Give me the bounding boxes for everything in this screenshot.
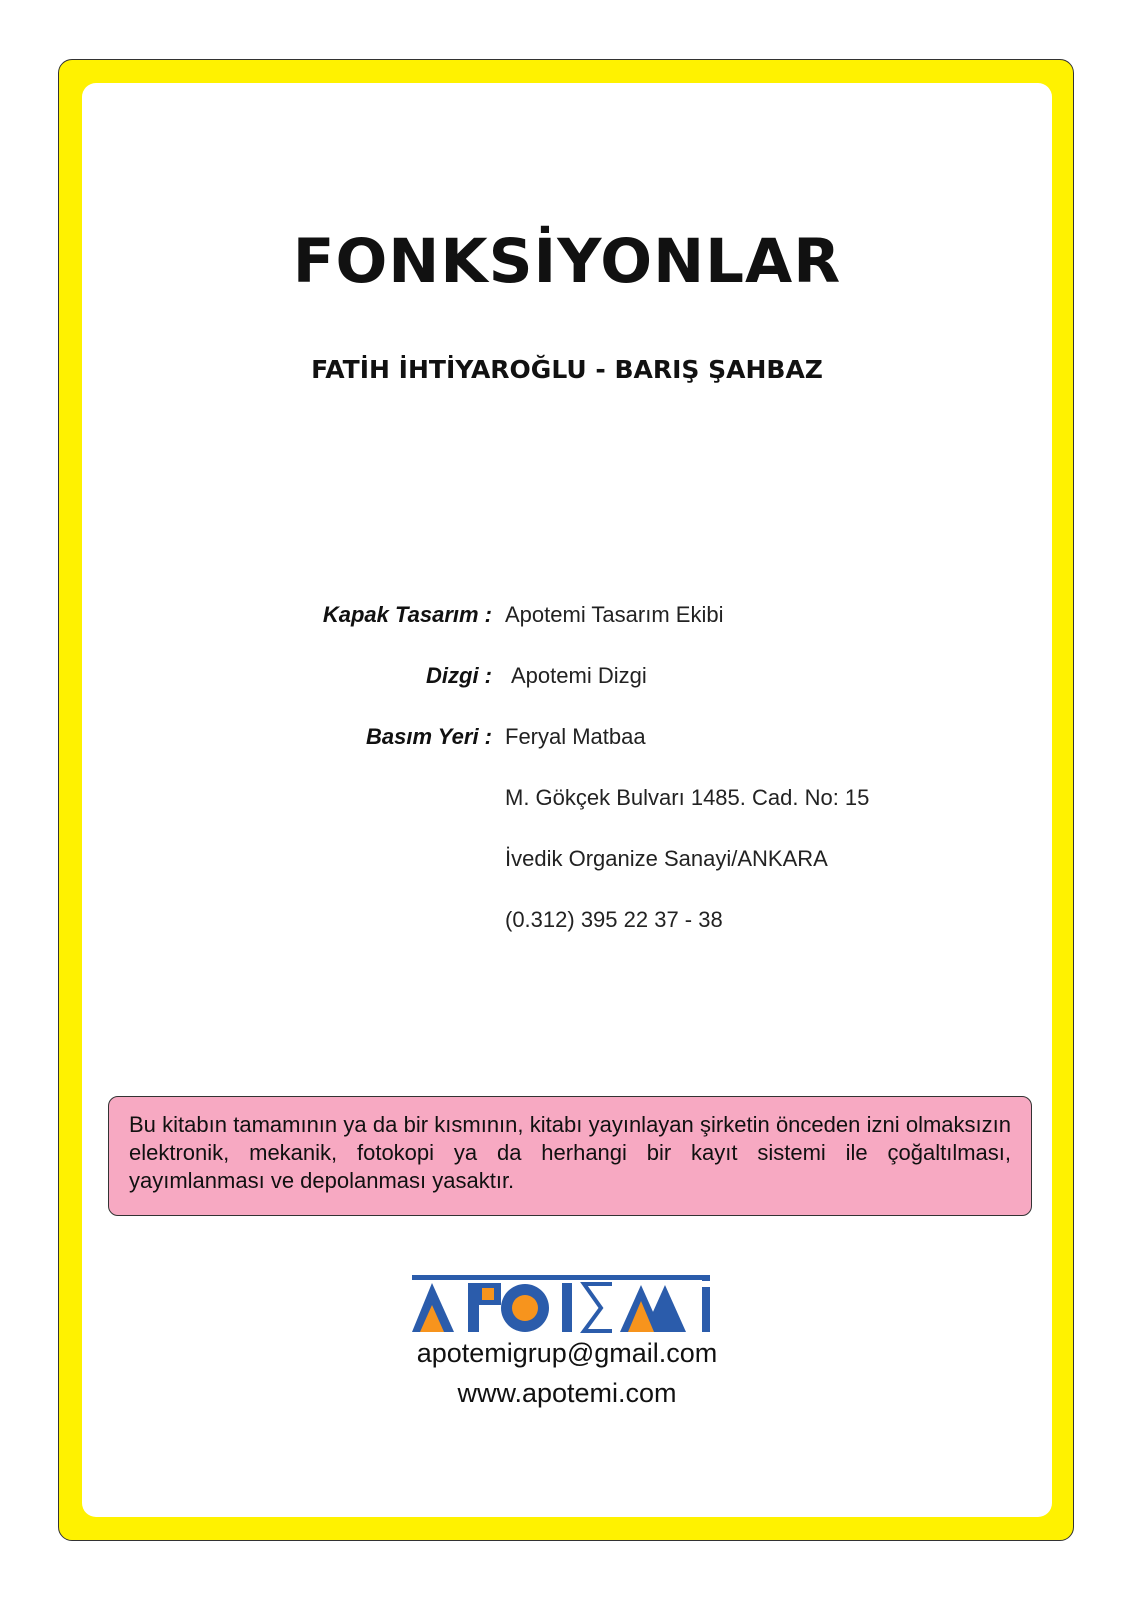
cover-design-value: Apotemi Tasarım Ekibi (505, 602, 724, 627)
apotemi-logo (412, 1275, 726, 1342)
copyright-notice: Bu kitabın tamamının ya da bir kısmının, kitabı yayınlayan şirketin önceden izni olmaksızın elektronik, mekanik, fotokopi ya da herhangi bir kayıt sistemi ile çoğaltılması, yayımlanması ve depolanması yasaktır. (108, 1096, 1032, 1216)
book-title: FONKSİYONLAR (292, 226, 842, 297)
cover-design-label: Kapak Tasarım : (322, 602, 492, 627)
print-place-label: Basım Yeri : (366, 724, 492, 749)
print-place-value: Feryal Matbaa (505, 724, 646, 749)
book-authors: FATİH İHTİYAROĞLU - BARIŞ ŞAHBAZ (311, 355, 823, 384)
contact-email[interactable]: apotemigrup@gmail.com (416, 1338, 718, 1368)
address-line-1: M. Gökçek Bulvarı 1485. Cad. No: 15 (505, 785, 870, 810)
phone-number: (0.312) 395 22 37 - 38 (505, 907, 723, 932)
address-line-2: İvedik Organize Sanayi/ANKARA (505, 846, 828, 871)
apotemi-logo-mark (412, 1275, 726, 1337)
typesetting-value: Apotemi Dizgi (511, 663, 647, 688)
typesetting-label: Dizgi : (426, 663, 492, 688)
contact-website[interactable]: www.apotemi.com (457, 1378, 677, 1408)
